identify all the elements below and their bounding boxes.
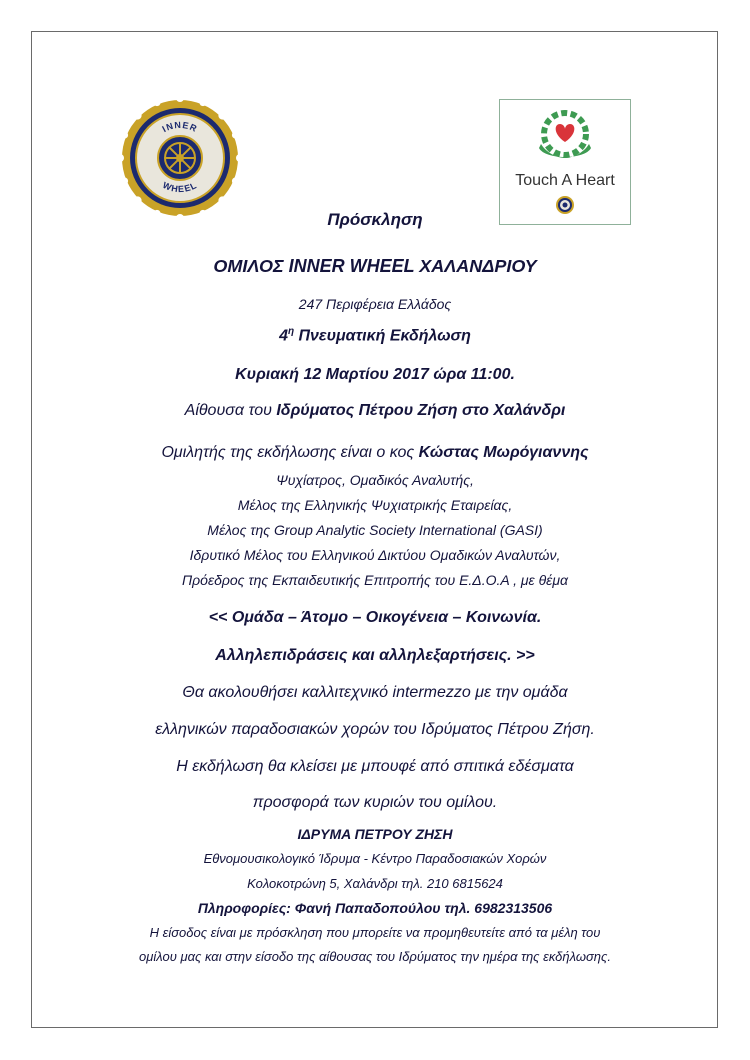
speaker-title: Πρόεδρος της Εκπαιδευτικής Επιτροπής του Ε.Δ.Ο.Α , με θέμα <box>182 572 568 588</box>
logo-text-top: INNER <box>160 119 200 135</box>
event-date: Κυριακή 12 Μαρτίου 2017 ώρα 11:00. <box>235 366 515 383</box>
district: 247 Περιφέρεια Ελλάδος <box>298 296 452 312</box>
program-line: Η εκδήλωση θα κλείσει με μπουφέ από σπιτικά εδέσματα <box>176 758 574 775</box>
program-line: ελληνικών παραδοσιακών χορών του Ιδρύματος Πέτρου Ζήση. <box>155 721 595 738</box>
speaker-line <box>0 444 750 462</box>
foundation-desc: Εθνομουσικολογικό Ίδρυμα - Κέντρο Παραδοσιακών Χορών <box>203 851 547 866</box>
event-title <box>0 326 750 345</box>
speaker-title: Μέλος της Group Analytic Society International (GASI) <box>207 522 543 538</box>
touch-a-heart-text: Touch A Heart <box>515 172 615 189</box>
touch-a-heart-logo <box>499 99 631 225</box>
speaker-name: Κώστας Μωρόγιαννης <box>418 444 589 461</box>
speaker-title: Ιδρυτικό Μέλος του Ελληνικού Δικτύου Ομαδικών Αναλυτών, <box>189 547 561 563</box>
event-number-sup: η <box>287 326 295 337</box>
topic-line-1: << Ομάδα – Άτομο – Οικογένεια – Κοινωνία. <box>208 609 542 626</box>
venue-prefix: Αίθουσα του <box>184 402 277 419</box>
note-line: Η είσοδος είναι με πρόσκληση που μπορείτε να προμηθευτείτε από τα μέλη του <box>149 925 601 940</box>
note-line: ομίλου μας και στην είσοδο της αίθουσας του Ιδρύματος την ημέρα της εκδήλωσης. <box>139 949 611 964</box>
program-line: Θα ακολουθήσει καλλιτεχνικό intermezzo με την ομάδα <box>182 684 568 701</box>
event-name: Πνευματική Εκδήλωση <box>298 327 471 345</box>
speaker-title: Ψυχίατρος, Ομαδικός Αναλυτής, <box>276 472 474 488</box>
venue-name: Ιδρύματος Πέτρου Ζήση στο Χαλάνδρι <box>276 402 566 419</box>
club-name: ΟΜΙΛΟΣ INNER WHEEL ΧΑΛΑΝΔΡΙΟΥ <box>213 256 537 276</box>
invitation-title: Πρόσκληση <box>327 210 423 229</box>
event-number: 4 <box>279 327 288 345</box>
speaker-title: Μέλος της Ελληνικής Ψυχιατρικής Εταιρείας, <box>237 497 513 513</box>
speaker-prefix: Ομιλητής της εκδήλωσης είναι ο κος <box>161 444 419 461</box>
program-line: προσφορά των κυριών του ομίλου. <box>252 794 498 811</box>
logo-text-bottom: WHEEL <box>161 179 199 195</box>
info-contact: Πληροφορίες: Φανή Παπαδοπούλου τηλ. 6982313506 <box>197 900 553 916</box>
foundation-name: ΙΔΡΥΜΑ ΠΕΤΡΟΥ ΖΗΣΗ <box>297 826 453 842</box>
venue <box>0 402 750 420</box>
topic-line-2: Αλληλεπιδράσεις και αλληλεξαρτήσεις. >> <box>215 647 535 664</box>
inner-wheel-logo <box>116 94 244 222</box>
foundation-address: Κολοκοτρώνη 5, Χαλάνδρι τηλ. 210 6815624 <box>247 876 503 891</box>
heart-gear-hands-icon <box>500 100 630 170</box>
